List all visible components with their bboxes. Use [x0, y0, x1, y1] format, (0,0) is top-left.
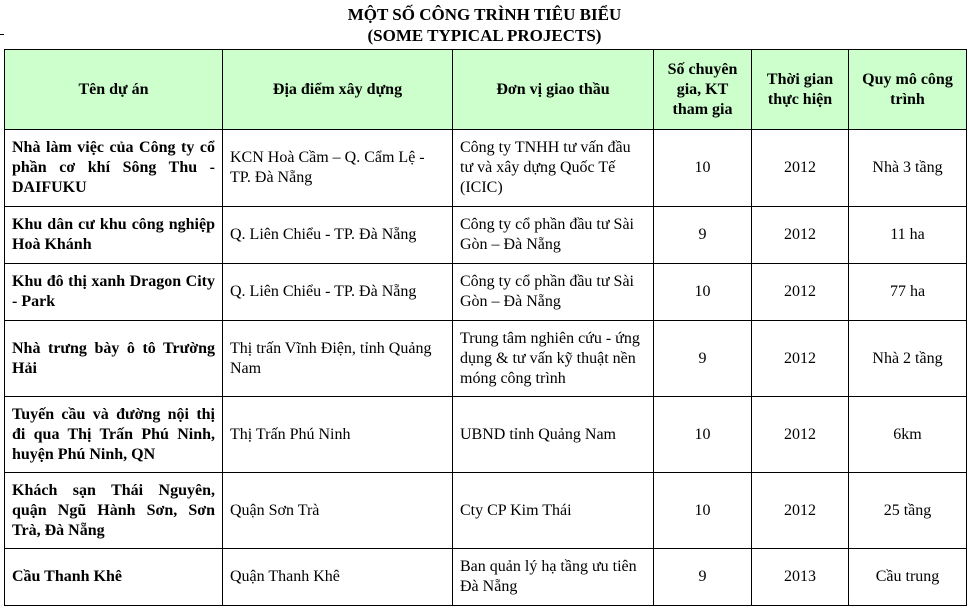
table-header-row [5, 50, 967, 130]
project-name: Nhà làm việc của Công ty cổ phần cơ khí Sông Thu - DAIFUKU [5, 130, 223, 207]
project-name: Tuyến cầu và đường nội thị đi qua Thị Trấn Phú Ninh, huyện Phú Ninh, QN [5, 397, 223, 473]
table-row [5, 397, 967, 473]
table-row [5, 321, 967, 397]
header-location: Địa điểm xây dựng [223, 50, 453, 130]
table-row [5, 207, 967, 264]
table-row [5, 130, 967, 207]
project-time: 2012 [752, 321, 849, 397]
header-contractor: Đơn vị giao thầu [453, 50, 654, 130]
project-time: 2012 [752, 207, 849, 264]
project-experts: 10 [654, 264, 752, 321]
project-time: 2012 [752, 473, 849, 549]
project-scale: Nhà 2 tầng [849, 321, 967, 397]
project-time: 2013 [752, 549, 849, 606]
project-name: Khu đô thị xanh Dragon City - Park [5, 264, 223, 321]
project-experts: 9 [654, 207, 752, 264]
table-row [5, 473, 967, 549]
project-experts: 10 [654, 397, 752, 473]
title-english: (SOME TYPICAL PROJECTS) [367, 26, 602, 45]
project-scale: Cầu trung [849, 549, 967, 606]
header-project-name: Tên dự án [5, 50, 223, 130]
header-time: Thời gian thực hiện [752, 50, 849, 130]
project-scale: 77 ha [849, 264, 967, 321]
project-contractor: Cty CP Kim Thái [453, 473, 654, 549]
header-experts: Số chuyên gia, KT tham gia [654, 50, 752, 130]
margin-mark [0, 34, 4, 35]
header-scale: Quy mô công trình [849, 50, 967, 130]
project-contractor: UBND tỉnh Quảng Nam [453, 397, 654, 473]
document-title [0, 4, 969, 46]
project-time: 2012 [752, 264, 849, 321]
project-name: Cầu Thanh Khê [5, 549, 223, 606]
project-experts: 9 [654, 321, 752, 397]
project-contractor: Công ty cổ phần đầu tư Sài Gòn – Đà Nẵng [453, 264, 654, 321]
projects-table [4, 49, 967, 606]
project-scale: 6km [849, 397, 967, 473]
project-location: KCN Hoà Cầm – Q. Cẩm Lệ - TP. Đà Nẵng [223, 130, 453, 207]
project-contractor: Trung tâm nghiên cứu - ứng dụng & tư vấn kỹ thuật nền móng công trình [453, 321, 654, 397]
project-location: Quận Thanh Khê [223, 549, 453, 606]
project-location: Q. Liên Chiểu - TP. Đà Nẵng [223, 264, 453, 321]
title-vietnamese: MỘT SỐ CÔNG TRÌNH TIÊU BIỂU [347, 5, 622, 24]
project-location: Thị trấn Vĩnh Điện, tỉnh Quảng Nam [223, 321, 453, 397]
project-location: Thị Trấn Phú Ninh [223, 397, 453, 473]
project-name: Khu dân cư khu công nghiệp Hoà Khánh [5, 207, 223, 264]
project-scale: 11 ha [849, 207, 967, 264]
project-time: 2012 [752, 397, 849, 473]
project-contractor: Ban quản lý hạ tầng ưu tiên Đà Nẵng [453, 549, 654, 606]
project-experts: 9 [654, 549, 752, 606]
project-scale: Nhà 3 tầng [849, 130, 967, 207]
table-row [5, 264, 967, 321]
project-contractor: Công ty TNHH tư vấn đầu tư và xây dựng Quốc Tế (ICIC) [453, 130, 654, 207]
project-scale: 25 tầng [849, 473, 967, 549]
table-row [5, 549, 967, 606]
project-location: Quận Sơn Trà [223, 473, 453, 549]
project-experts: 10 [654, 130, 752, 207]
project-time: 2012 [752, 130, 849, 207]
project-name: Nhà trưng bày ô tô Trường Hải [5, 321, 223, 397]
project-location: Q. Liên Chiểu - TP. Đà Nẵng [223, 207, 453, 264]
project-experts: 10 [654, 473, 752, 549]
project-contractor: Công ty cổ phần đầu tư Sài Gòn – Đà Nẵng [453, 207, 654, 264]
project-name: Khách sạn Thái Nguyên, quận Ngũ Hành Sơn, Sơn Trà, Đà Nẵng [5, 473, 223, 549]
